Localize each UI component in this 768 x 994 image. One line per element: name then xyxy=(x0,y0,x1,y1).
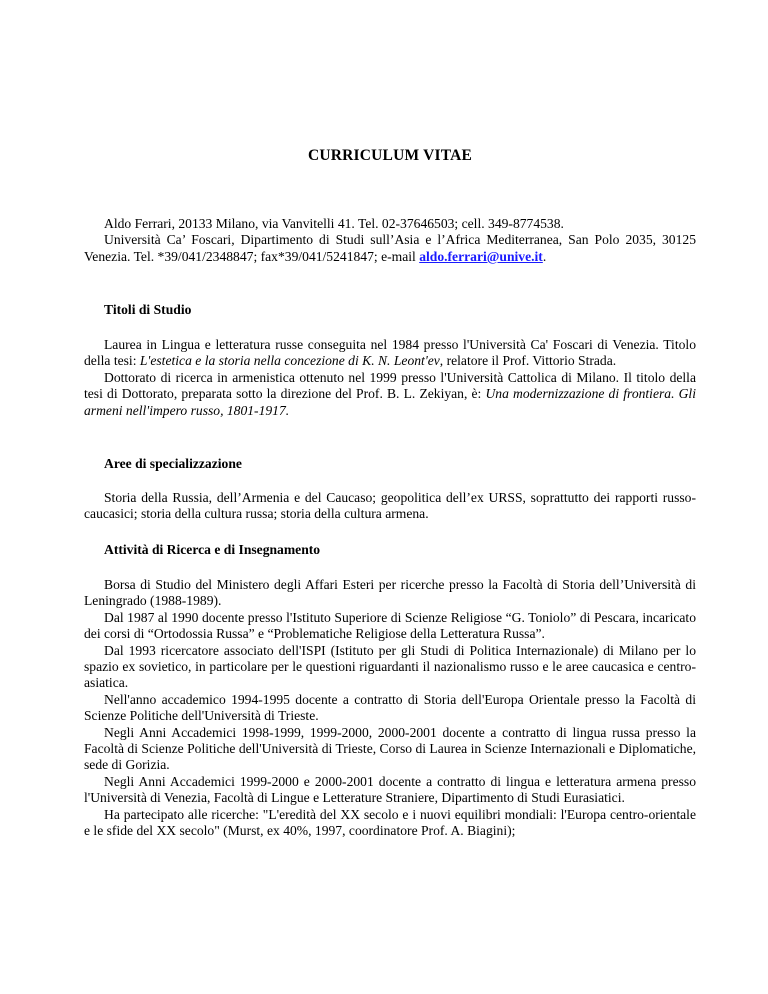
section-heading-attivita: Attività di Ricerca e di Insegnamento xyxy=(104,542,321,557)
attivita-paragraph: Nell'anno accademico 1994-1995 docente a contratto di Storia dell'Europa Orientale presso la Facoltà di Scienze Politiche dell'Università di Trieste. xyxy=(84,691,696,724)
attivita-paragraph: Borsa di Studio del Ministero degli Affari Esteri per ricerche presso la Facoltà di Storia dell’Università di Leningrado (1988-1989). xyxy=(84,577,696,609)
attivita-paragraph: Negli Anni Accademici 1998-1999, 1999-2000, 2000-2001 docente a contratto di lingua russa presso la Facoltà di Scienze Politiche dell'Università di Trieste, Corso di Laurea in Scienze Internazionali e Diplomatiche, sede di Gorizia. xyxy=(84,724,696,773)
contact-line-2: Università Ca’ Foscari, Dipartimento di Studi sull’Asia e l’Africa Mediterranea, San Polo 2035, 30125 Venezia. Tel. *39/041/2348847; fax*39/041/5241847; e-mail aldo.ferrari@unive.it. xyxy=(84,232,696,264)
titoli-block xyxy=(84,337,696,419)
aree-block xyxy=(84,490,696,523)
phd-thesis-title: Una modernizzazione di frontiera. Gli armeni nell'impero russo, 1801-1917. xyxy=(84,386,696,418)
document-title: CURRICULUM VITAE xyxy=(307,147,473,164)
attivita-paragraph: Negli Anni Accademici 1999-2000 e 2000-2001 docente a contratto di lingua e letteratura armena presso l'Università di Venezia, Facoltà di Lingue e Letterature Straniere, Dipartimento di Studi Eurasiatici. xyxy=(84,773,696,806)
section-heading-titoli: Titoli di Studio xyxy=(104,302,192,317)
thesis-title: L'estetica e la storia nella concezione di K. N. Leont'ev xyxy=(139,353,440,369)
aree-paragraph: Storia della Russia, dell’Armenia e del Caucaso; geopolitica dell’ex URSS, soprattutto dei rapporti russo-caucasici; storia della cultura russa; storia della cultura armena. xyxy=(84,490,696,522)
section-heading-aree: Aree di specializzazione xyxy=(104,456,242,471)
attivita-paragraph: Dal 1987 al 1990 docente presso l'Istituto Superiore di Scienze Religiose “G. Toniolo” di Pescara, incaricato dei corsi di “Ortodossia Russa” e “Problematiche Religiose della Letteratura Russa”. xyxy=(84,609,696,642)
titoli-paragraph-1: Laurea in Lingua e letteratura russe conseguita nel 1984 presso l'Università Ca' Foscari di Venezia. Titolo della tesi: L'estetica e la storia nella concezione di K. N. Leont'ev, relatore il Prof. Vittorio Strada. xyxy=(84,337,696,369)
attivita-paragraph: Dal 1993 ricercatore associato dell'ISPI (Istituto per gli Studi di Politica Internazionale) di Milano per lo spazio ex sovietico, in particolare per le questioni riguardanti il nazionalismo russo e le aree caucasica e centro-asiatica. xyxy=(84,642,696,691)
contact-block xyxy=(84,216,696,265)
titoli-paragraph-2: Dottorato di ricerca in armenistica ottenuto nel 1999 presso l'Università Cattolica di Milano. Il titolo della tesi di Dottorato, preparata sotto la direzione del Prof. B. L. Zekiyan, è: Una modernizzazione di frontiera. Gli armeni nell'impero russo, 1801-1917. xyxy=(84,369,696,418)
attivita-block xyxy=(84,577,696,840)
email-link[interactable]: aldo.ferrari@unive.it xyxy=(419,248,543,264)
contact-line-1: Aldo Ferrari, 20133 Milano, via Vanvitelli 41. Tel. 02-37646503; cell. 349-8774538. xyxy=(104,216,564,231)
attivita-paragraph: Ha partecipato alle ricerche: "L'eredità del XX secolo e i nuovi equilibri mondiali: l'Europa centro-orientale e le sfide del XX secolo" (Murst, ex 40%, 1997, coordinatore Prof. A. Biagini); xyxy=(84,806,696,839)
